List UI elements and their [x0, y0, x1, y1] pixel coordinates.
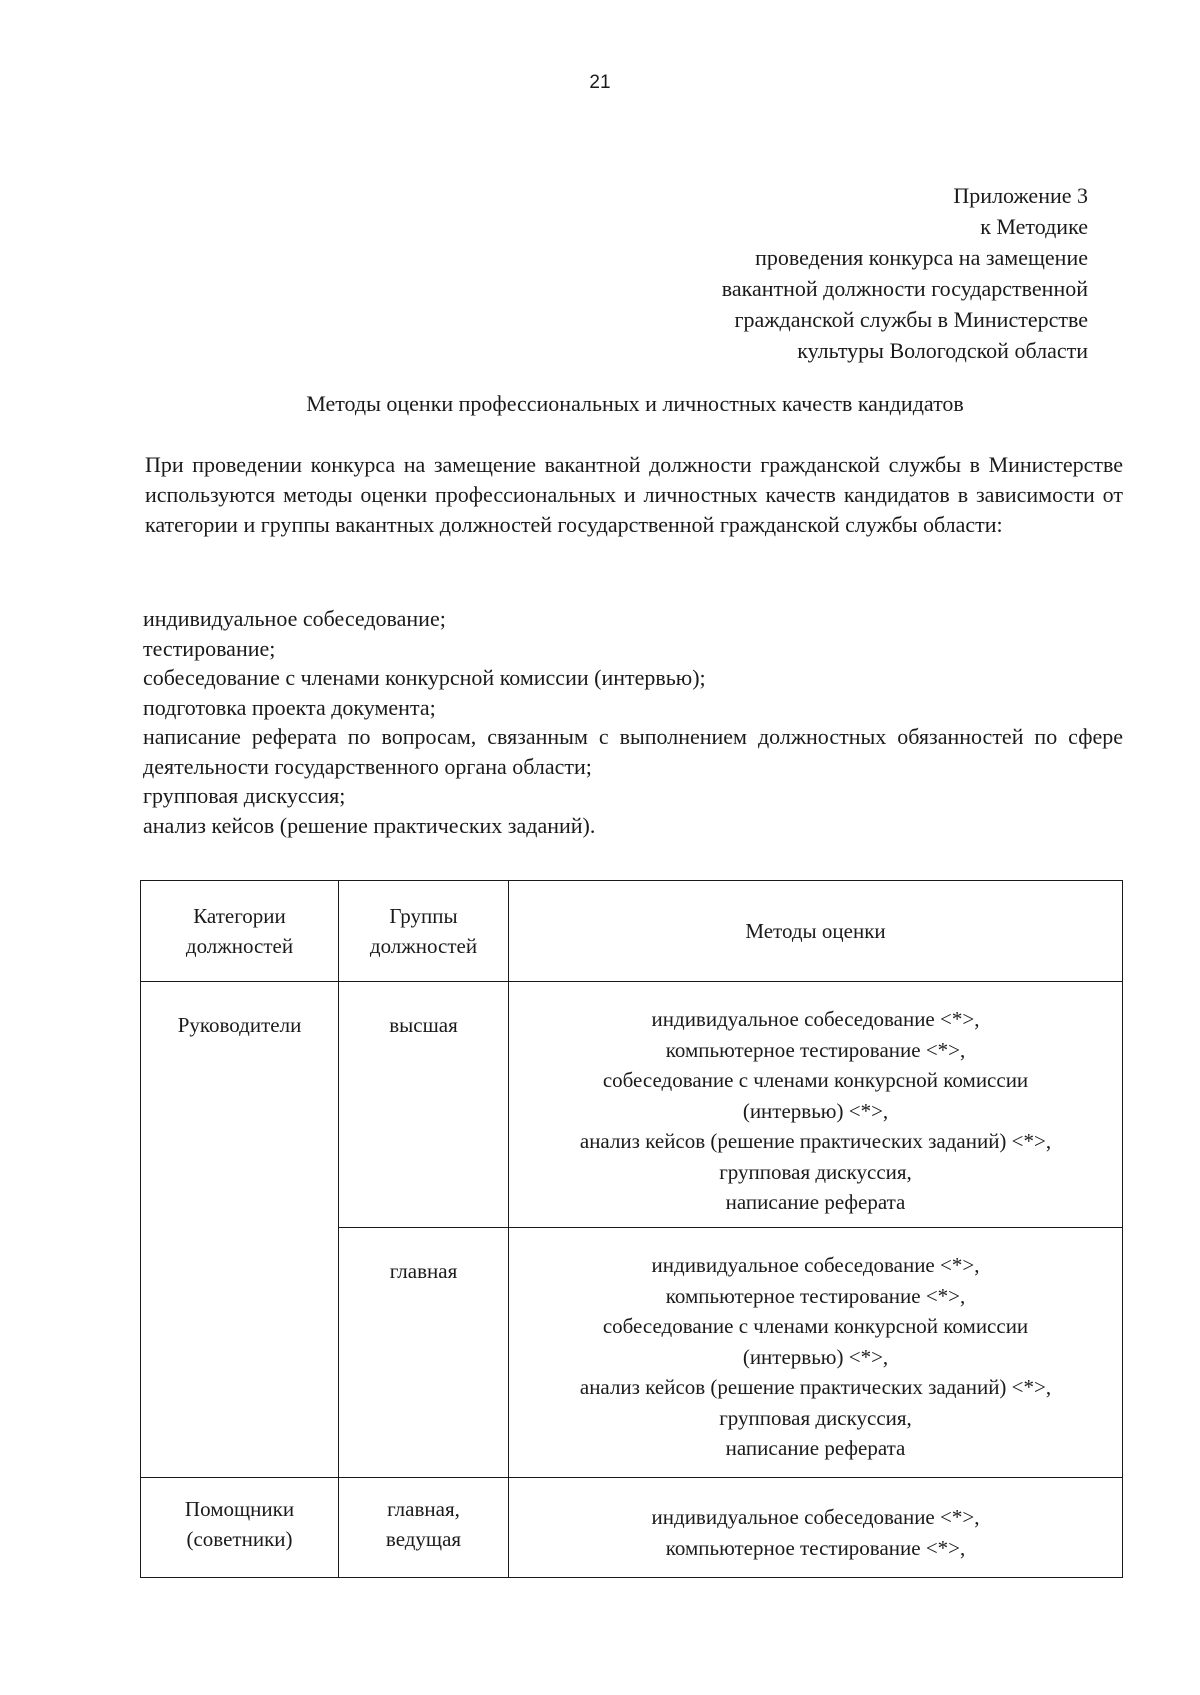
category-line: (советники): [186, 1527, 293, 1551]
header-line: Категории: [193, 904, 286, 928]
appendix-line: вакантной должности государственной: [721, 276, 1088, 301]
method-line: анализ кейсов (решение практических заданий) <*>,: [579, 1375, 1052, 1399]
group-cell: [339, 1478, 509, 1578]
appendix-line: культуры Вологодской области: [797, 338, 1088, 363]
group-cell: [339, 1228, 509, 1478]
method-line: написание реферата: [725, 1190, 906, 1214]
appendix-line: проведения конкурса на замещение: [755, 245, 1088, 270]
list-item: индивидуальное собеседование;: [143, 606, 446, 631]
method-line: собеседование с членами конкурсной комиссии: [602, 1068, 1029, 1092]
header-methods: Методы оценки: [509, 881, 1123, 982]
table-row: [141, 982, 1123, 1228]
group-cell: [339, 982, 509, 1228]
method-line: индивидуальное собеседование <*>,: [651, 1505, 980, 1529]
method-line: собеседование с членами конкурсной комиссии: [602, 1314, 1029, 1338]
list-item: тестирование;: [143, 635, 276, 661]
category-cell: [141, 1478, 339, 1578]
method-line: анализ кейсов (решение практических заданий) <*>,: [579, 1129, 1052, 1153]
group-line: главная: [389, 1259, 458, 1283]
document-title: Методы оценки профессиональных и личностных качеств кандидатов: [306, 391, 964, 416]
method-line: (интервью) <*>,: [742, 1098, 889, 1123]
appendix-line: Приложение 3: [953, 183, 1088, 208]
table-header-row: [141, 881, 1123, 982]
intro-paragraph: При проведении конкурса на замещение вакантной должности гражданской службы в Министерстве используются методы оценки профессиональных и личностных качеств кандидатов в зависимости от категории и группы вакантных должностей государственной гражданской службы области:: [145, 452, 1123, 537]
list-item: собеседование с членами конкурсной комиссии (интервью);: [143, 665, 706, 690]
header-line: должностей: [369, 934, 478, 958]
header-category: [141, 881, 339, 982]
method-line: компьютерное тестирование <*>,: [665, 1283, 966, 1308]
header-group: [339, 881, 509, 982]
methods-list: [143, 604, 1123, 840]
category-line: Руководители: [177, 1013, 302, 1037]
method-line: компьютерное тестирование <*>,: [665, 1535, 966, 1560]
table-row: [141, 1478, 1123, 1578]
methods-table: [140, 880, 1123, 1578]
methods-cell: [509, 982, 1123, 1228]
list-item: подготовка проекта документа;: [143, 694, 436, 720]
method-line: компьютерное тестирование <*>,: [665, 1037, 966, 1062]
appendix-line: к Методике: [980, 214, 1088, 239]
page-number: 21: [589, 72, 611, 93]
group-line: высшая: [389, 1013, 458, 1037]
list-item: анализ кейсов (решение практических заданий).: [143, 812, 596, 838]
group-line: ведущая: [385, 1527, 462, 1551]
methods-cell: [509, 1478, 1123, 1578]
header-line: Группы: [389, 904, 458, 928]
list-item: написание реферата по вопросам, связанным с выполнением должностных обязанностей по сфере деятельности государственного органа области;: [143, 724, 1123, 779]
header-line: должностей: [185, 934, 294, 958]
methods-cell: [509, 1228, 1123, 1478]
method-line: индивидуальное собеседование <*>,: [651, 1007, 980, 1031]
category-line: Помощники: [184, 1497, 295, 1521]
list-item: групповая дискуссия;: [143, 783, 346, 808]
appendix-block: [528, 180, 1088, 366]
method-line: написание реферата: [725, 1436, 906, 1460]
category-cell: [141, 982, 339, 1478]
method-line: (интервью) <*>,: [742, 1344, 889, 1369]
method-line: индивидуальное собеседование <*>,: [651, 1253, 980, 1277]
method-line: групповая дискуссия,: [719, 1405, 912, 1430]
appendix-line: гражданской службы в Министерстве: [734, 307, 1088, 332]
group-line: главная,: [387, 1497, 460, 1521]
method-line: групповая дискуссия,: [719, 1159, 912, 1184]
